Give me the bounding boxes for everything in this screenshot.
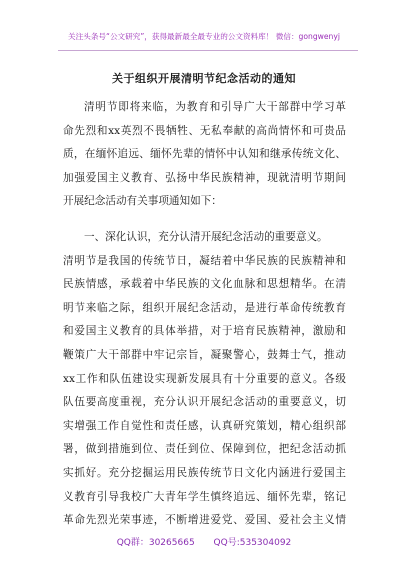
text-line: 加强爱国主义教育、弘扬中华民族精神，现就清明节期间 [63, 171, 346, 184]
document-body [63, 96, 346, 533]
text-line: 清明节是我国的传统节日，凝结着中华民族的民族精神和 [63, 254, 346, 267]
paragraph-section-one [63, 226, 346, 533]
header-divider [58, 50, 358, 51]
text-line: 实增强工作自觉性和责任感，认真研究策划，精心组织部 [63, 419, 346, 432]
text-line: 实抓好。充分挖掘运用民族传统节日文化内涵进行爱国主 [63, 466, 346, 479]
footer-qq-number: QQ号:535304092 [213, 538, 292, 548]
text-line: 质，在缅怀追远、缅怀先辈的情怀中认知和继承传统文化、 [63, 148, 346, 161]
paragraph-gap [63, 214, 346, 226]
footer-qq-group: QQ群：30265665 [116, 538, 195, 548]
paragraph-intro [63, 96, 346, 214]
text-line: xx工作和队伍建设实现新发展具有十分重要的意义。各级 [63, 372, 346, 385]
text-line: 革命先烈光荣事迹，不断增进爱党、爱国、爱社会主义情 [63, 514, 346, 527]
page-header [0, 0, 408, 62]
text-line: 队伍要高度重视，充分认识开展纪念活动的重要意义，切 [63, 396, 346, 409]
text-line: 命先烈和xx英烈不畏牺牲、无私奉献的高尚情怀和可贵品 [63, 124, 346, 137]
text-line: 民族情感，承载着中华民族的文化血脉和思想精华。在清 [63, 278, 346, 291]
text-line: 开展纪念活动有关事项通知如下： [63, 195, 222, 208]
section-heading: 一、深化认识，充分认清开展纪念活动的重要意义。 [84, 230, 328, 243]
document-title: 关于组织开展清明节纪念活动的通知 [112, 72, 296, 85]
text-line: 义教育引导我校广大青年学生慎终追远、缅怀先辈，铭记 [63, 490, 346, 503]
header-promo-text: 关注头条号“公文研究”，获得最新最全最专业的公文资料库！ 微信：gongwenyj [68, 32, 340, 41]
page-footer [0, 535, 408, 548]
text-line: 明节来临之际，组织开展纪念活动，是进行革命传统教育 [63, 301, 346, 314]
text-line: 和爱国主义教育的具体举措，对于培育民族精神，激励和 [63, 325, 346, 338]
text-line: 清明节即将来临，为教育和引导广大干部群中学习革 [84, 101, 346, 113]
text-line: 署，做到措施到位、责任到位、保障到位，把纪念活动抓 [63, 443, 346, 456]
text-line: 鞭策广大干部群中牢记宗旨，凝聚警心，鼓舞士气，推动 [63, 348, 346, 361]
